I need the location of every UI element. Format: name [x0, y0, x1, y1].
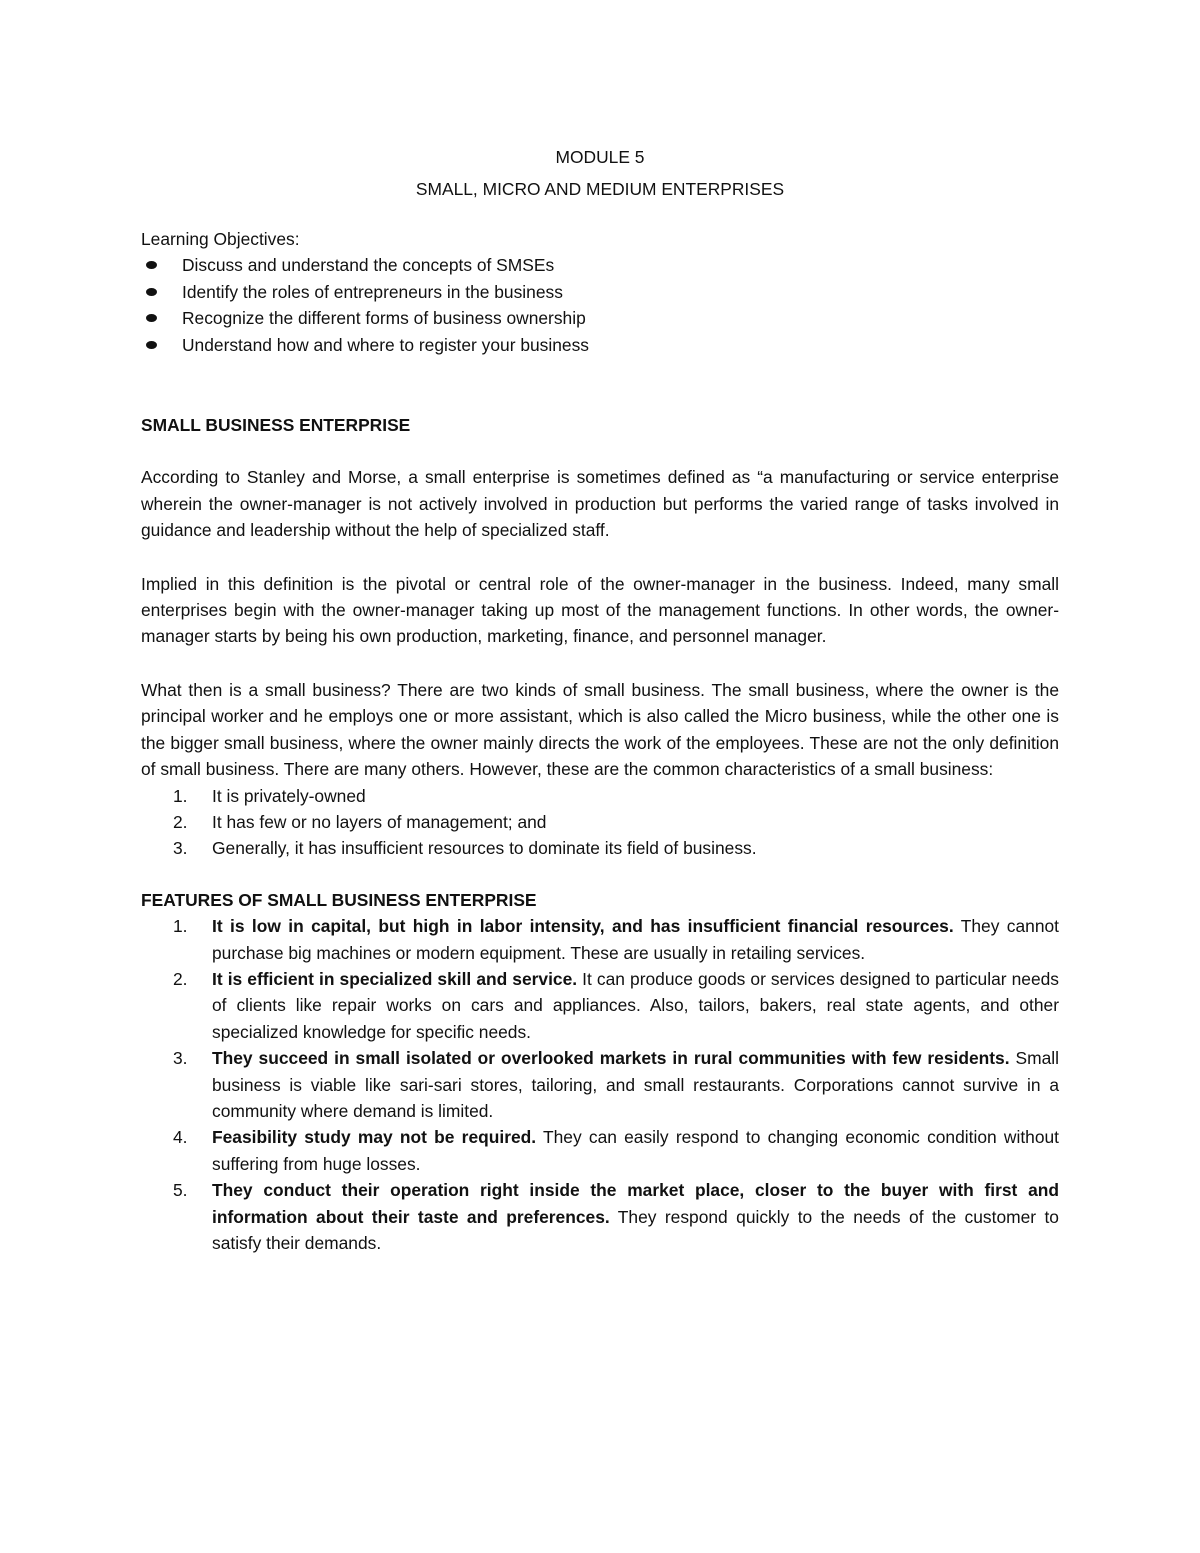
item-number: 4.: [173, 1127, 188, 1148]
objective-item: [141, 332, 1059, 358]
title-block: [141, 143, 1059, 204]
objective-text: Discuss and understand the concepts of SMSEs: [182, 255, 555, 276]
characteristic-item: [141, 783, 1059, 809]
item-number: 3.: [173, 1048, 188, 1069]
paragraph-definition: According to Stanley and Morse, a small enterprise is sometimes defined as “a manufacturing or service enterprise wherein the owner-manager is not actively involved in production but performs the varied range of tasks involved in guidance and leadership without the help of specialized staff.: [141, 467, 1059, 541]
features-list: [141, 913, 1059, 1256]
characteristic-item: [141, 835, 1059, 861]
module-title: MODULE 5: [555, 147, 645, 167]
feature-text: They can easily respond to changing economic condition without suffering from huge losses.: [212, 1127, 1060, 1174]
bullet-icon: [146, 288, 157, 296]
feature-item: [141, 1045, 1059, 1124]
learning-objectives-heading: Learning Objectives:: [141, 229, 300, 249]
small-business-heading: SMALL BUSINESS ENTERPRISE: [141, 415, 411, 436]
objectives-list: [141, 252, 1059, 358]
features-heading: FEATURES OF SMALL BUSINESS ENTERPRISE: [141, 889, 537, 910]
item-number: 1.: [173, 785, 188, 806]
module-subtitle: SMALL, MICRO AND MEDIUM ENTERPRISES: [415, 179, 785, 199]
document-page: [141, 143, 1059, 1256]
objective-item: [141, 305, 1059, 331]
item-number: 2.: [173, 811, 188, 832]
bullet-icon: [146, 341, 157, 349]
feature-item: [141, 1177, 1059, 1256]
item-number: 1.: [173, 916, 188, 937]
feature-text: It can produce goods or services designed to particular needs of clients like repair works on cars and appliances. Also, tailors, bakers, real state agents, and other specialized knowledge for specific needs.: [212, 968, 1059, 1042]
objective-item: [141, 252, 1059, 278]
paragraph-owner-role: Implied in this definition is the pivotal or central role of the owner-manager in the business. Indeed, many small enterprises begin with the owner-manager taking up most of the management functions. In other words, the owner-manager starts by being his own production, marketing, finance, and personnel manager.: [141, 573, 1059, 647]
characteristic-text: Generally, it has insufficient resources to dominate its field of business.: [212, 838, 757, 859]
bullet-icon: [146, 314, 157, 322]
bullet-icon: [146, 261, 157, 269]
feature-item: [141, 1124, 1059, 1177]
feature-item: [141, 913, 1059, 966]
feature-lead: It is low in capital, but high in labor intensity, and has insufficient financial resources.: [212, 916, 954, 937]
paragraph-kinds: What then is a small business? There are two kinds of small business. The small business, where the owner is the principal worker and he employs one or more assistant, which is also called the Micro business, while the other one is the bigger small business, where the owner mainly directs the work of the employees. These are not the only definition of small business. There are many others. However, these are the common characteristics of a small business:: [141, 679, 1059, 780]
feature-text: They respond quickly to the needs of the customer to satisfy their demands.: [212, 1206, 1059, 1253]
feature-lead: It is efficient in specialized skill and service.: [212, 968, 578, 989]
objective-text: Identify the roles of entrepreneurs in the business: [182, 281, 563, 302]
item-number: 2.: [173, 968, 188, 989]
feature-item: [141, 966, 1059, 1045]
item-number: 3.: [173, 838, 188, 859]
feature-lead: Feasibility study may not be required.: [212, 1127, 537, 1148]
item-number: 5.: [173, 1180, 188, 1201]
feature-text: Small business is viable like sari-sari stores, tailoring, and small restaurants. Corporations cannot survive in a community where demand is limited.: [212, 1048, 1059, 1121]
objective-text: Recognize the different forms of business ownership: [182, 308, 586, 329]
objective-text: Understand how and where to register your business: [182, 334, 589, 355]
characteristic-item: [141, 809, 1059, 835]
feature-text: They cannot purchase big machines or modern equipment. These are usually in retailing services.: [212, 916, 1060, 963]
objective-item: [141, 279, 1059, 305]
feature-lead: They succeed in small isolated or overlooked markets in rural communities with few residents.: [212, 1048, 1010, 1069]
characteristic-text: It has few or no layers of management; and: [212, 811, 547, 832]
characteristic-text: It is privately-owned: [212, 785, 366, 806]
feature-lead: They conduct their operation right inside the market place, closer to the buyer with first and information about their taste and preferences.: [212, 1180, 1059, 1227]
characteristics-list: [141, 783, 1059, 862]
